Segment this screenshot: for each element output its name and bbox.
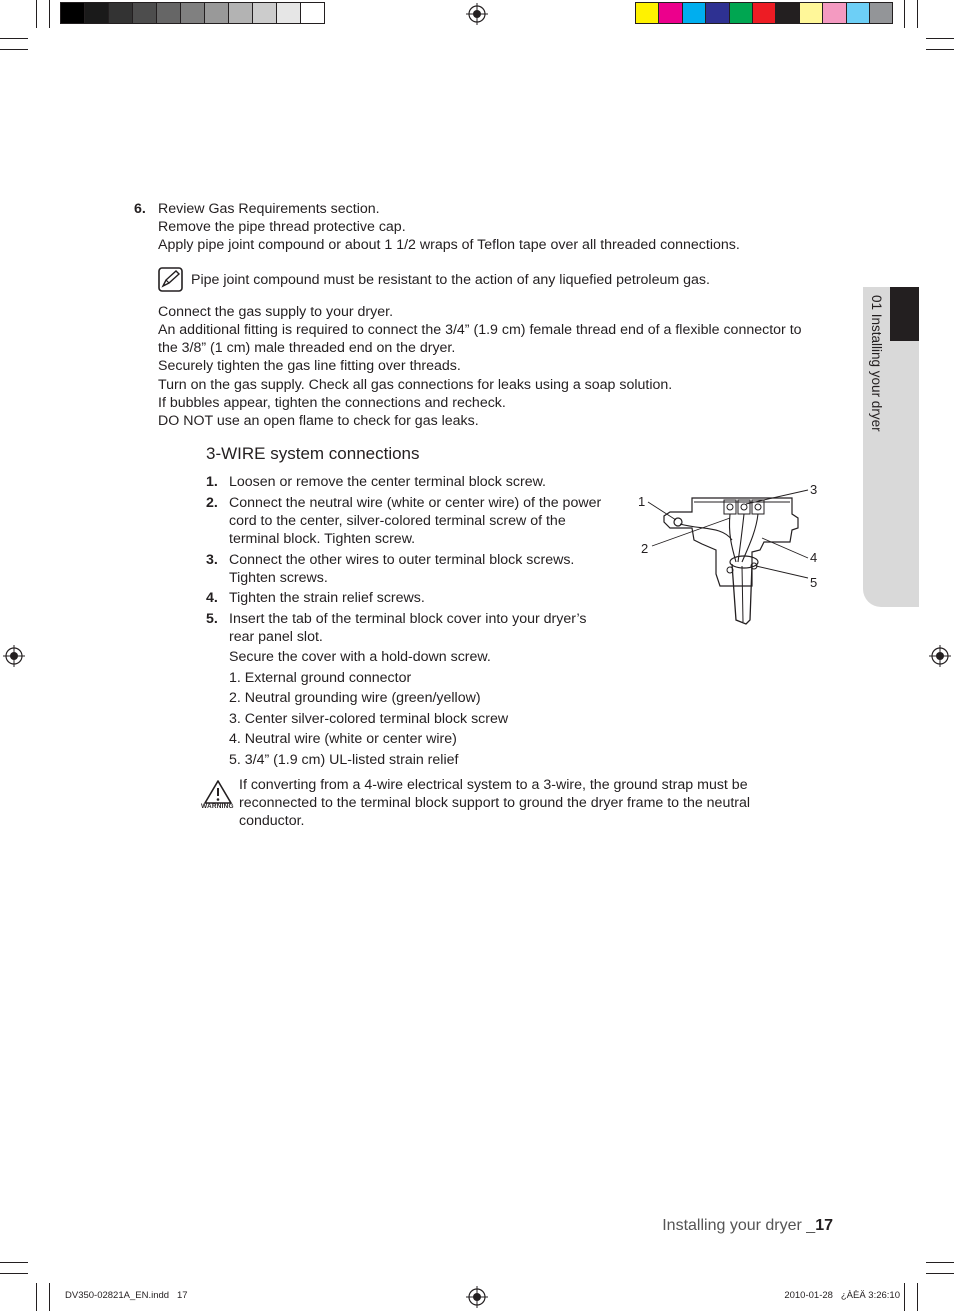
step-number: 1.	[206, 474, 218, 490]
gray-swatch	[156, 2, 181, 24]
legend-item: 2. Neutral grounding wire (green/yellow)	[229, 690, 481, 706]
crop-mark	[36, 0, 37, 28]
warning-label: WARNING	[201, 803, 234, 810]
terminal-block-drawing	[632, 478, 832, 628]
instruction-line: An additional fitting is required to connect the 3/4” (1.9 cm) female thread end of a flexible connector to	[158, 322, 802, 338]
diagram-label-4: 4	[810, 550, 818, 565]
section-heading: 3-WIRE system connections	[206, 444, 420, 463]
page-footer	[600, 1216, 833, 1236]
step-line: Insert the tab of the terminal block cover into your dryer’s	[229, 611, 587, 627]
instruction-line: Connect the gas supply to your dryer.	[158, 304, 394, 320]
color-swatch	[705, 2, 729, 24]
registration-mark-icon	[466, 3, 488, 25]
step-number: 6.	[134, 201, 146, 217]
instruction-line: Turn on the gas supply. Check all gas connections for leaks using a soap solution.	[158, 377, 673, 393]
note-text: Pipe joint compound must be resistant to the action of any liquefied petroleum gas.	[191, 272, 710, 288]
color-swatch	[658, 2, 682, 24]
crop-mark	[904, 1283, 905, 1311]
warning-line: reconnected to the terminal block support to ground the dryer frame to the neutral	[239, 795, 751, 811]
terminal-block-diagram	[632, 478, 832, 628]
step-line: Tighten screws.	[229, 570, 328, 586]
diagram-label-3: 3	[810, 482, 818, 497]
step-line: Apply pipe joint compound or about 1 1/2 wraps of Teflon tape over all threaded connections.	[158, 237, 740, 253]
crop-mark	[926, 1262, 954, 1263]
gray-swatch	[204, 2, 229, 24]
step-line: rear panel slot.	[229, 629, 323, 645]
crop-mark	[49, 0, 50, 28]
step-line: cord to the center, silver-colored terminal screw of the	[229, 513, 566, 529]
gray-swatch	[132, 2, 157, 24]
secure-cover-text: Secure the cover with a hold-down screw.	[229, 649, 491, 665]
gray-swatch	[60, 2, 85, 24]
diagram-label-5: 5	[810, 575, 818, 590]
crop-mark	[0, 38, 28, 39]
slug-file: DV350-02821A_EN.indd 17	[65, 1290, 188, 1301]
step-number: 4.	[206, 590, 218, 606]
crop-mark	[926, 1273, 954, 1274]
legend-item: 1. External ground connector	[229, 670, 412, 686]
step-number: 2.	[206, 495, 218, 511]
step-line: Remove the pipe thread protective cap.	[158, 219, 406, 235]
crop-mark	[904, 0, 905, 28]
crop-mark	[926, 38, 954, 39]
warning-line: If converting from a 4-wire electrical system to a 3-wire, the ground strap must be	[239, 777, 748, 793]
crop-mark	[917, 1283, 918, 1311]
footer-section-title: Installing your dryer _	[662, 1217, 816, 1234]
crop-mark	[36, 1283, 37, 1311]
gray-swatch	[180, 2, 205, 24]
step-line: Connect the other wires to outer terminal block screws.	[229, 552, 575, 568]
step-line: Loosen or remove the center terminal block screw.	[229, 474, 547, 490]
crop-mark	[917, 0, 918, 28]
color-swatch	[752, 2, 776, 24]
registration-mark-icon	[929, 645, 951, 667]
instruction-line: Securely tighten the gas line fitting over threads.	[158, 358, 461, 374]
slug-timestamp: 2010-01-28 ¿ÀÈÄ 3:26:10	[784, 1290, 900, 1301]
crop-mark	[926, 49, 954, 50]
side-tab-label: 01 Installing your dryer	[869, 295, 884, 432]
note-pencil-icon	[158, 267, 183, 292]
warning-triangle-icon	[203, 779, 233, 805]
crop-mark	[0, 49, 28, 50]
instruction-line: If bubbles appear, tighten the connections and recheck.	[158, 395, 506, 411]
color-swatch	[846, 2, 870, 24]
gray-swatch	[108, 2, 133, 24]
color-swatch	[822, 2, 846, 24]
diagram-label-2: 2	[641, 541, 649, 556]
gray-swatch	[252, 2, 277, 24]
side-tab-marker	[890, 287, 919, 341]
legend-item: 4. Neutral wire (white or center wire)	[229, 731, 457, 747]
step-number: 3.	[206, 552, 218, 568]
crop-mark	[0, 1273, 28, 1274]
crop-mark	[49, 1283, 50, 1311]
step-line: Connect the neutral wire (white or center wire) of the power	[229, 495, 602, 511]
crop-mark	[0, 1262, 28, 1263]
color-swatch	[729, 2, 753, 24]
gray-swatch	[300, 2, 325, 24]
instruction-line: the 3/8” (1 cm) male threaded end on the dryer.	[158, 340, 456, 356]
gray-swatch	[276, 2, 301, 24]
step-line: terminal block. Tighten screw.	[229, 531, 416, 547]
color-swatch	[799, 2, 823, 24]
diagram-label-1: 1	[638, 494, 646, 509]
side-tab	[863, 287, 919, 607]
gray-swatch	[84, 2, 109, 24]
color-swatch	[682, 2, 706, 24]
color-swatch	[775, 2, 799, 24]
gray-swatch	[228, 2, 253, 24]
color-swatch	[635, 2, 659, 24]
legend-item: 3. Center silver-colored terminal block screw	[229, 711, 509, 727]
step-number: 5.	[206, 611, 218, 627]
registration-mark-icon	[466, 1286, 488, 1308]
step-line: Tighten the strain relief screws.	[229, 590, 425, 606]
page-number: 17	[815, 1217, 833, 1234]
color-swatch	[869, 2, 893, 24]
instruction-line: DO NOT use an open flame to check for gas leaks.	[158, 413, 479, 429]
step-line: Review Gas Requirements section.	[158, 201, 380, 217]
registration-mark-icon	[3, 645, 25, 667]
legend-item: 5. 3/4” (1.9 cm) UL-listed strain relief	[229, 752, 459, 768]
warning-line: conductor.	[239, 813, 305, 829]
